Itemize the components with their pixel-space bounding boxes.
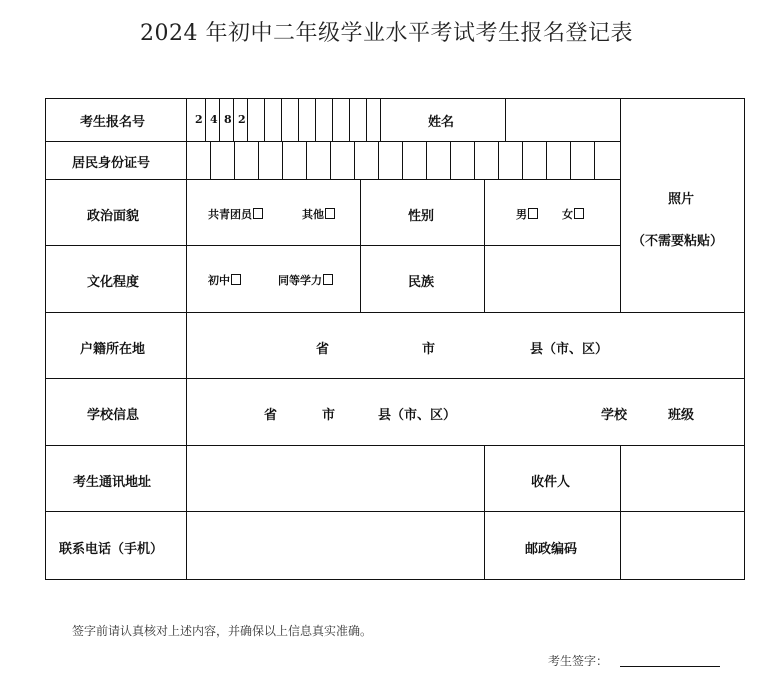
gender-option-male[interactable] — [516, 206, 538, 222]
name-field[interactable] — [506, 99, 619, 141]
education-label: 文化程度 — [87, 275, 140, 290]
row-divider — [45, 141, 620, 142]
school-province: 省 — [264, 408, 278, 423]
political-option-other[interactable] — [302, 206, 335, 222]
photo-note: （不需要粘贴） — [632, 234, 724, 249]
exam-no-label: 考生报名号 — [80, 115, 146, 130]
postcode-field[interactable] — [621, 512, 744, 579]
gender-label: 性别 — [408, 209, 435, 224]
phone-label: 联系电话（手机） — [59, 542, 164, 557]
name-label: 姓名 — [428, 115, 455, 130]
political-option-other-text: 其他 — [302, 208, 324, 221]
mailing-address-field[interactable] — [187, 446, 484, 511]
row-divider — [45, 179, 620, 180]
signature-note: 签字前请认真核对上述内容，并确保以上信息真实准确。 — [72, 624, 373, 638]
exam-no-digit[interactable]: 4 — [210, 113, 218, 126]
household-county: 县（市、区） — [530, 342, 609, 357]
exam-no-digit[interactable]: 8 — [224, 113, 232, 126]
gender-option-female[interactable] — [562, 206, 584, 222]
school-info-label: 学校信息 — [87, 408, 140, 423]
school-class: 班级 — [668, 408, 695, 423]
gender-option-male-text: 男 — [516, 208, 527, 221]
form-title: 2024 年初中二年级学业水平考试考生报名登记表 — [140, 21, 633, 46]
photo-label: 照片 — [668, 192, 695, 207]
mailing-address-label: 考生通讯地址 — [73, 475, 152, 490]
row-divider — [45, 378, 745, 379]
phone-field[interactable] — [187, 512, 484, 579]
checkbox-icon[interactable] — [574, 208, 584, 219]
political-option-league[interactable] — [208, 206, 263, 222]
checkbox-icon[interactable] — [528, 208, 538, 219]
checkbox-icon[interactable] — [231, 274, 241, 285]
school-name: 学校 — [601, 408, 628, 423]
postcode-label: 邮政编码 — [525, 542, 578, 557]
recipient-field[interactable] — [621, 446, 744, 511]
row-divider — [45, 245, 620, 246]
education-option-junior-text: 初中 — [208, 274, 230, 287]
col-divider — [620, 98, 621, 312]
signature-line[interactable] — [620, 666, 720, 667]
school-city: 市 — [322, 408, 336, 423]
checkbox-icon[interactable] — [323, 274, 333, 285]
col-divider — [360, 179, 361, 312]
id-number-label: 居民身份证号 — [72, 156, 151, 171]
col-divider — [484, 445, 485, 580]
education-option-equivalent[interactable] — [278, 272, 333, 288]
col-divider — [380, 98, 381, 141]
household-label: 户籍所在地 — [80, 342, 146, 357]
exam-no-digit[interactable]: 2 — [195, 113, 203, 126]
ethnicity-label: 民族 — [408, 275, 435, 290]
school-county: 县（市、区） — [378, 408, 457, 423]
checkbox-icon[interactable] — [325, 208, 335, 219]
signature-label: 考生签字： — [548, 654, 609, 668]
education-option-junior[interactable] — [208, 272, 241, 288]
political-status-label: 政治面貌 — [87, 209, 140, 224]
col-divider — [484, 179, 485, 312]
gender-option-female-text: 女 — [562, 208, 573, 221]
household-city: 市 — [422, 342, 436, 357]
household-province: 省 — [316, 342, 330, 357]
education-option-equivalent-text: 同等学力 — [278, 274, 322, 287]
row-divider — [45, 312, 745, 313]
political-option-league-text: 共青团员 — [208, 208, 252, 221]
exam-no-digit[interactable]: 2 — [238, 113, 246, 126]
recipient-label: 收件人 — [531, 475, 571, 490]
checkbox-icon[interactable] — [253, 208, 263, 219]
